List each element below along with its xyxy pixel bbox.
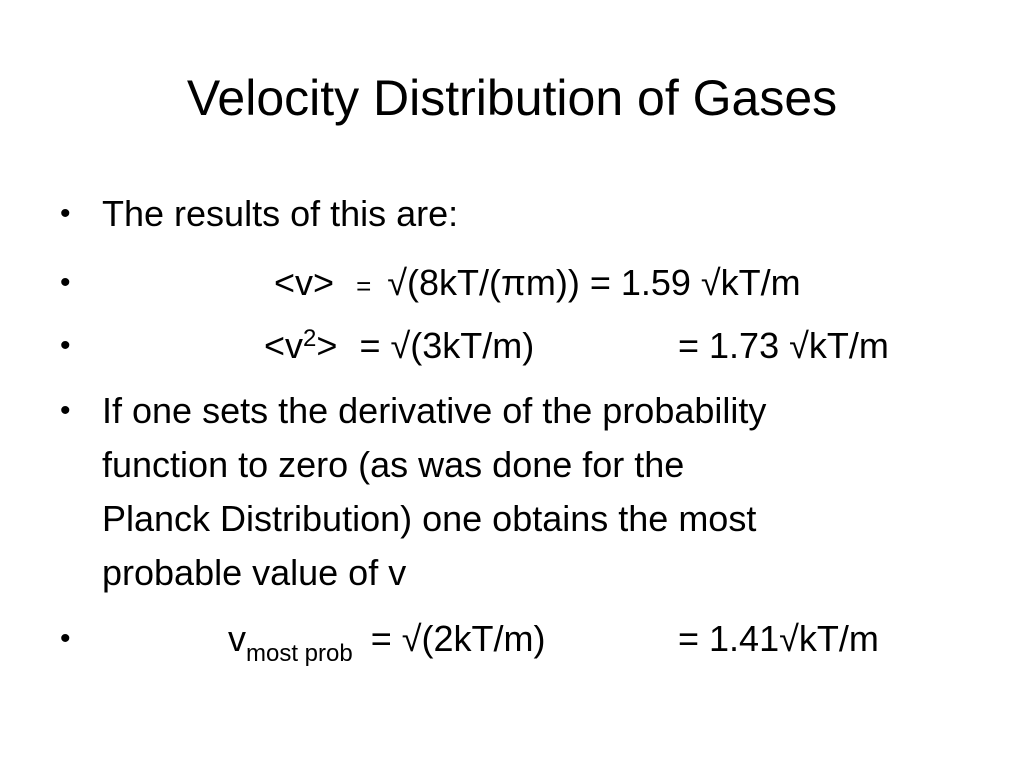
equation-lhs-base: v (228, 618, 246, 659)
equation-rhs: √(8kT/(πm)) = 1.59 √kT/m (387, 262, 801, 303)
paragraph-line: function to zero (as was done for the (102, 444, 685, 485)
bullet-dot: • (60, 394, 71, 427)
equation-lhs-base: <v (264, 325, 304, 366)
equation-rhs-value: = 1.41√kT/m (678, 618, 879, 659)
equals-sign: = (356, 271, 372, 301)
bullet-dot: • (60, 329, 71, 362)
equation-rhs-value: = 1.73 √kT/m (678, 325, 889, 366)
paragraph-line: If one sets the derivative of the probability (102, 390, 767, 431)
paragraph-line: Planck Distribution) one obtains the most (102, 498, 757, 539)
equation-mean-square-velocity (264, 319, 534, 373)
equation-rhs-formula: = √(2kT/m) (370, 618, 546, 659)
paragraph-line: probable value of v (102, 552, 407, 593)
bullet-text-results-intro: The results of this are: (102, 193, 459, 234)
equation-mean-velocity (274, 256, 801, 313)
superscript-2: 2 (303, 325, 317, 352)
equation-lhs-close: > (316, 325, 338, 366)
bullet-dot: • (60, 622, 71, 655)
bullet-dot: • (60, 197, 71, 230)
subscript-most-prob: most prob (246, 640, 353, 667)
equation-rhs-formula: = √(3kT/m) (359, 325, 535, 366)
equation-most-probable-velocity (228, 612, 546, 666)
equation-lhs: <v> (274, 262, 335, 303)
bullet-text-derivative-paragraph (102, 384, 962, 600)
bullet-dot: • (60, 266, 71, 299)
slide-title: Velocity Distribution of Gases (186, 70, 838, 126)
